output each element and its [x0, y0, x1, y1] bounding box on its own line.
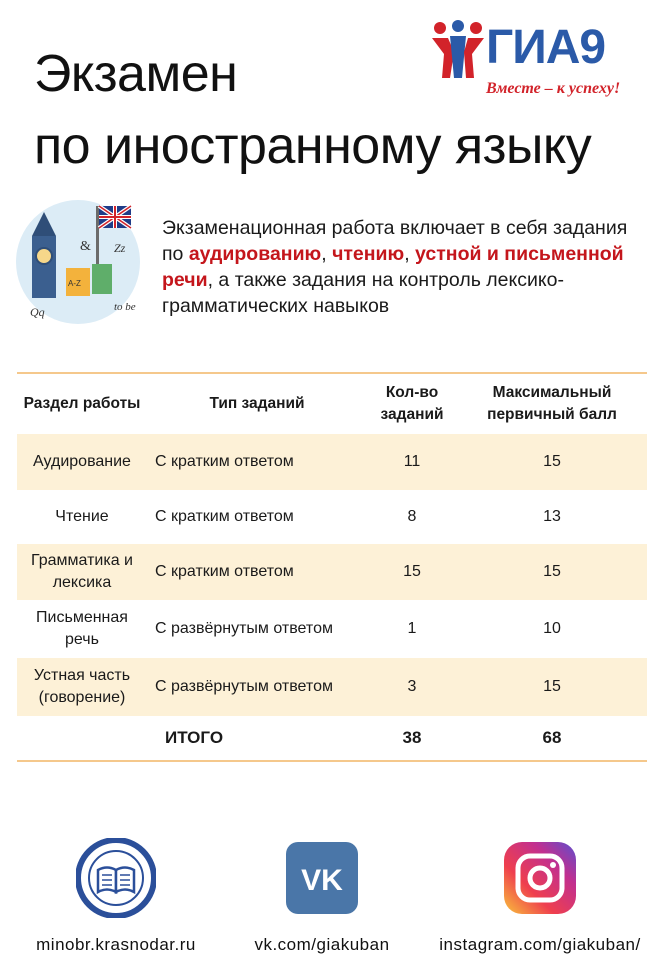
header-section: Раздел работы	[23, 395, 141, 412]
gia9-slogan: Вместе – к успеху!	[486, 80, 621, 97]
header-type: Тип заданий	[209, 395, 305, 412]
svg-text:A-Z: A-Z	[68, 279, 81, 288]
svg-text:&: &	[80, 239, 91, 254]
vk-link[interactable]: vk.com/giakuban	[254, 935, 390, 954]
ministry-emblem-icon	[76, 838, 156, 918]
table-row: Устная часть (говорение) С развёрнутым ответом 3 15	[17, 658, 647, 716]
gia9-logo	[428, 14, 653, 104]
footer-vk[interactable]	[212, 838, 432, 955]
instagram-link[interactable]: instagram.com/giakuban/	[439, 935, 641, 954]
svg-text:to be: to be	[114, 301, 136, 313]
footer-instagram[interactable]	[430, 838, 650, 955]
table-header	[17, 374, 647, 434]
english-language-illustration	[10, 198, 150, 328]
total-count: 38	[402, 728, 422, 747]
table-row: Письменная речь С развёрнутым ответом 1 10	[36, 609, 561, 648]
svg-text:Zz: Zz	[114, 241, 126, 255]
highlight-reading: чтению	[332, 243, 405, 265]
svg-text:VK: VK	[301, 864, 343, 897]
gia9-logo-icon	[428, 18, 488, 80]
footer-minobr[interactable]	[6, 838, 226, 955]
header-count: Кол-во заданий	[380, 384, 444, 423]
table-row: Грамматика и лексика С кратким ответом 15 15	[17, 544, 647, 600]
highlight-listening: аудированию	[188, 243, 322, 265]
gia9-brand-text: ГИА9	[486, 21, 606, 74]
table-total-row	[17, 716, 647, 760]
instagram-logo-icon	[504, 842, 576, 914]
highlight-speaking-writing: устной и письменной речи	[162, 243, 624, 291]
title-line-2: по иностранному языку	[34, 117, 592, 175]
minobr-link[interactable]: minobr.krasnodar.ru	[36, 935, 196, 954]
big-ben-icon	[32, 236, 56, 298]
intro-paragraph: Экзаменационная работа включает в себя задания по аудированию, чтению, устной и письменной речи, а также задания на контроль лексико-грамматических навыков	[162, 217, 628, 317]
table-row: Чтение С кратким ответом 8 13	[55, 508, 561, 525]
total-label: ИТОГО	[165, 728, 224, 747]
table-row: Аудирование С кратким ответом 11 15	[17, 434, 647, 490]
vk-logo-icon	[286, 842, 358, 914]
total-score: 68	[542, 728, 562, 747]
svg-text:Qq: Qq	[30, 305, 45, 319]
exam-table	[17, 372, 647, 762]
title-line-1: Экзамен	[34, 45, 238, 103]
header-score: Максимальный первичный балл	[487, 384, 617, 423]
